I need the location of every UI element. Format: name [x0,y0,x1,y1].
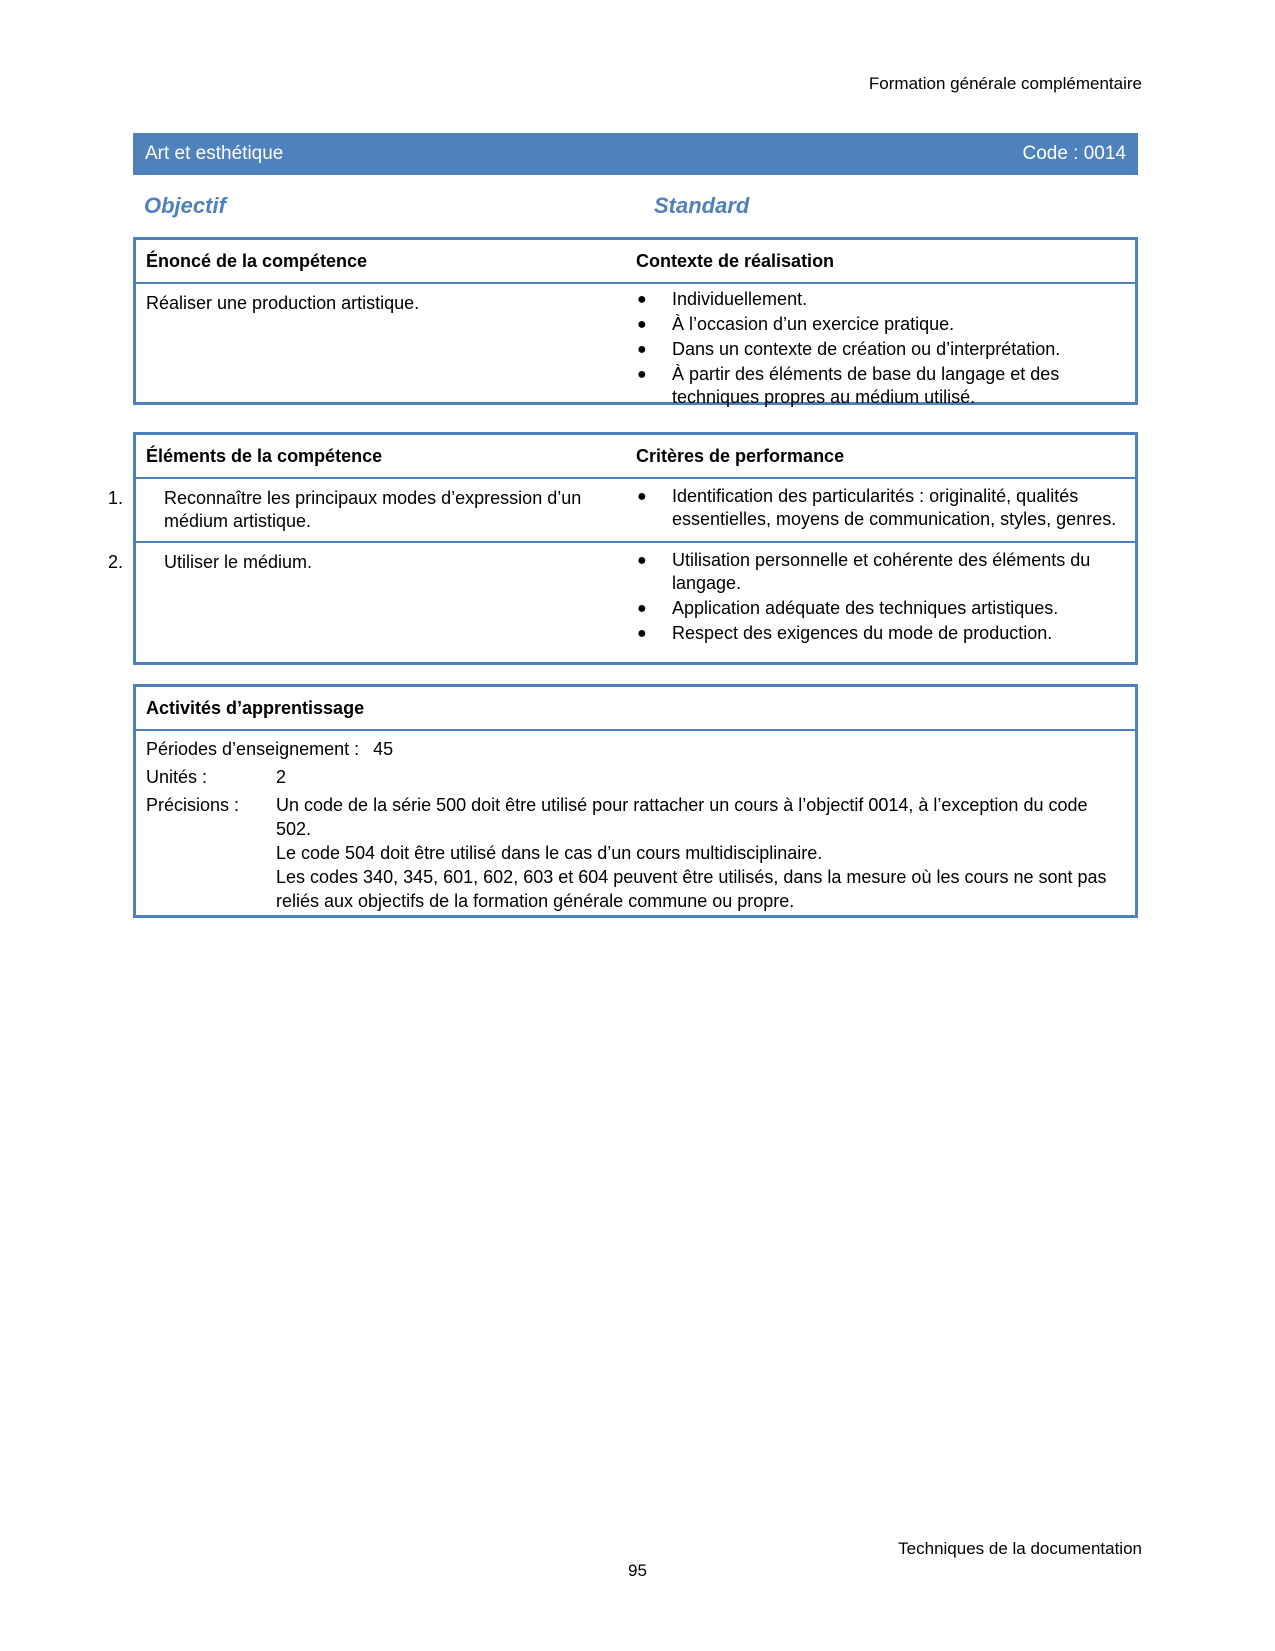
precisions-label: Précisions : [146,795,240,815]
objective-label: Objectif [144,193,226,218]
title-bar [133,133,1138,175]
elements-box [108,432,1138,665]
element-row [108,541,1135,653]
context-list [636,288,1123,409]
activities-body [136,731,1135,923]
bullet-icon: ● [637,316,647,333]
precision-paragraph: Le code 504 doit être utilisé dans le cas d’un cours multidisciplinaire. [276,843,823,863]
objective-standard-labels [144,193,1138,221]
precision-paragraph: Les codes 340, 345, 601, 602, 603 et 604 peuvent être utilisés, dans la mesure où les cours ne sont pas reliés aux objectifs de la formation générale commune ou propre. [276,867,1107,911]
element-text: 1. Reconnaître les principaux modes d’expression d’un médium artistique. [108,488,582,531]
activities-box [133,684,1138,918]
units-value: 2 [276,767,287,787]
competence-header [136,240,1135,284]
precision-paragraph: Un code de la série 500 doit être utilisé pour rattacher un cours à l’objectif 0014, à l’exception du code 502. [276,795,1088,839]
element-text: 2. Utiliser le médium. [108,552,313,572]
bullet-icon: ● [637,291,647,308]
periods-label: Périodes d’enseignement : [146,739,360,759]
competence-box [133,237,1138,405]
competence-row [136,284,1135,417]
footer-program: Techniques de la documentation [898,1539,1142,1558]
precisions-text [276,793,1125,913]
criteria-list [636,549,1123,645]
element-row [108,479,1135,541]
units-line [146,765,1125,789]
list-item: ● Dans un contexte de création ou d’interprétation. [637,339,1061,359]
page-number: 95 [628,1561,647,1580]
list-item: ● Identification des particularités : originalité, qualités essentielles, moyens de communication, styles, genres. [637,486,1117,529]
activities-heading: Activités d’apprentissage [146,697,365,718]
statement-heading: Énoncé de la compétence [146,250,368,271]
bullet-icon: ● [637,341,647,358]
competence-statement: Réaliser une production artistique. [146,293,420,313]
subject-title: Art et esthétique [145,143,284,164]
context-heading: Contexte de réalisation [636,250,835,271]
periods-line [146,737,1125,761]
list-item: ● Application adéquate des techniques artistiques. [637,598,1059,618]
precisions-line [146,793,1125,913]
bullet-icon: ● [637,552,647,569]
bullet-icon: ● [637,488,647,505]
list-item: ● Individuellement. [637,289,808,309]
periods-value: 45 [373,739,394,759]
list-item: ● Respect des exigences du mode de production. [637,623,1053,643]
list-item: ● Utilisation personnelle et cohérente des éléments du langage. [637,550,1091,593]
bullet-icon: ● [637,600,647,617]
subject-code: Code : 0014 [1022,143,1126,164]
list-item: ● À partir des éléments de base du langage et des techniques propres au médium utilisé. [637,364,1060,407]
activities-header [136,687,1135,731]
standard-label: Standard [654,193,750,218]
elements-heading: Éléments de la compétence [146,445,383,466]
criteria-list [636,485,1123,531]
elements-header [136,435,1135,479]
units-label: Unités : [146,767,208,787]
list-item: ● À l’occasion d’un exercice pratique. [637,314,955,334]
criteria-heading: Critères de performance [636,445,845,466]
running-header: Formation générale complémentaire [868,74,1142,93]
bullet-icon: ● [637,366,647,383]
bullet-icon: ● [637,625,647,642]
